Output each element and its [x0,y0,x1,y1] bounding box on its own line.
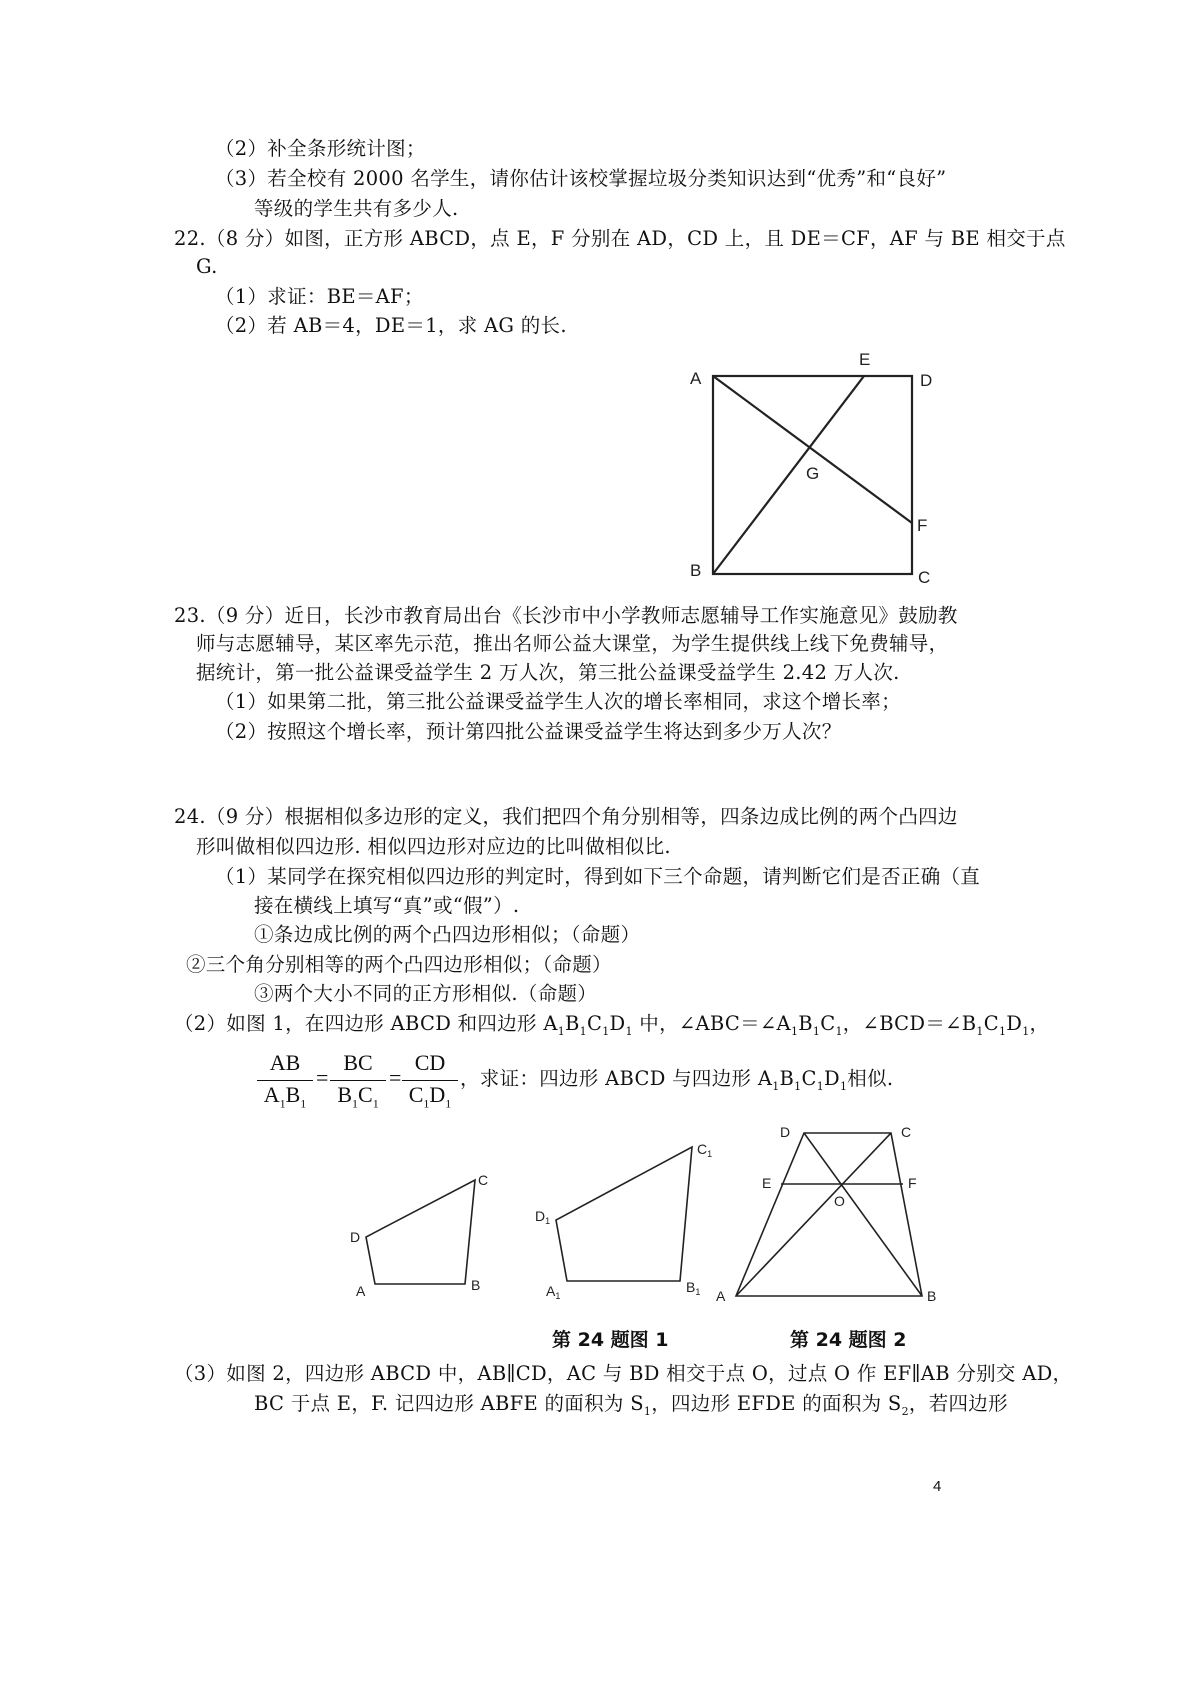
fig1-label-a: A [356,1283,366,1299]
fraction-ab: AB $A_1B_1$ [257,1050,313,1110]
fig2-label-a: A [716,1288,726,1304]
q24-prop1: ①条边成比例的两个凸四边形相似；（命题） [254,923,641,946]
label-g: G [806,464,820,483]
q22-stem-line2: G. [196,255,218,278]
q24-prop3: ③两个大小不同的正方形相似.（命题） [254,982,598,1005]
trapezoid-abcd-fig2 [736,1133,922,1296]
fig2-label-d: D [780,1124,791,1140]
q21-part3-line1: （3）若全校有 2000 名学生，请你估计该校掌握垃圾分类知识达到“优秀”和“良好” [215,167,947,190]
fig1-label-d1: $D_1$ [535,1208,551,1226]
fraction-bc: BC $B_1C_1$ [330,1050,386,1110]
q24-line1: 24.（9 分）根据相似多边形的定义，我们把四个角分别相等，四条边成比例的两个凸四边 [174,805,958,828]
q24-prop2: ②三个角分别相等的两个凸四边形相似；（命题） [186,953,612,976]
q23-part2: （2）按照这个增长率，预计第四批公益课受益学生将达到多少万人次？ [215,720,842,743]
q24-part1-line1: （1）某同学在探究相似四边形的判定时，得到如下三个命题，请判断它们是否正确（直 [215,865,981,888]
q23-line2: 师与志愿辅导，某区率先示范，推出名师公益大课堂，为学生提供线上线下免费辅导， [196,632,949,655]
fig1-label-c: C [478,1172,489,1188]
label-d: D [920,371,933,390]
q24-part1-line2: 接在横线上填写“真”或“假”）. [254,894,520,917]
label-a: A [690,369,702,388]
fig1-label-b: B [471,1277,481,1293]
equals-2: = [389,1065,402,1090]
q24-part3-line2: BC 于点 E，F. 记四边形 ABFE 的面积为 $S_1$，四边形 EFDE 的面积为 $S_2$，若四边形 [254,1392,1008,1418]
quad-abcd-fig1 [366,1180,475,1284]
fraction-cd: CD $C_1D_1$ [402,1050,458,1110]
segment-be [713,376,864,574]
q23-line1: 23.（9 分）近日，长沙市教育局出台《长沙市中小学教师志愿辅导工作实施意见》鼓励教 [174,604,958,627]
fig2-label-o: O [834,1193,845,1209]
label-b: B [690,561,702,580]
page-number: 4 [933,1478,942,1495]
q23-line3: 据统计，第一批公益课受益学生 2 万人次，第三批公益课受益学生 2.42 万人次. [196,661,900,684]
q24-part3-line1: （3）如图 2，四边形 ABCD 中，AB∥CD，AC 与 BD 相交于点 O，过点 O 作 EF∥AB 分别交 AD， [174,1362,1073,1385]
fig1-label-b1: $B_1$ [686,1279,701,1297]
fig1-caption: 第 24 题图 1 [552,1329,669,1351]
q23-part1: （1）如果第二批，第三批公益课受益学生人次的增长率相同，求这个增长率； [215,690,901,713]
diagonal-ac [736,1133,891,1296]
fig2-label-f: F [908,1175,917,1191]
fig1-label-d: D [350,1229,361,1245]
fig1-label-a1: $A_1$ [546,1283,561,1301]
segment-af [713,376,912,523]
label-c: C [918,568,931,587]
label-f: F [917,516,928,535]
equals-1: = [316,1065,329,1090]
fig1-label-c1: $C_1$ [697,1141,713,1159]
q24-line2: 形叫做相似四边形. 相似四边形对应边的比叫做相似比. [196,835,671,858]
fig2-label-b: B [927,1288,937,1304]
q24-part2-line: （2）如图 1，在四边形 ABCD 和四边形 $A_1B_1C_1D_1$ 中，$\angle ABC=\angle A_1B_1C_1$，$\angle BCD=\angle B_1C_1D_1$， [174,1012,1050,1038]
q21-part2: （2）补全条形统计图； [215,137,426,160]
q22-stem-line1: 22.（8 分）如图，正方形 ABCD，点 E，F 分别在 AD，CD 上，且 DE＝CF，AF 与 BE 相交于点 [174,227,1066,250]
q21-part3-line2: 等级的学生共有多少人. [254,197,459,220]
quad-a1b1c1d1-fig1 [556,1147,692,1281]
fig2-label-c: C [901,1124,912,1140]
fig2-label-e: E [762,1175,772,1191]
q24-prove-line: ，求证：四边形 ABCD 与四边形 $A_1B_1C_1D_1$相似. [460,1067,894,1093]
q22-part2: （2）若 AB＝4，DE＝1，求 AG 的长. [215,314,567,337]
label-e: E [859,350,871,369]
diagonal-bd [804,1133,922,1296]
fig2-caption: 第 24 题图 2 [790,1329,907,1351]
q22-part1: （1）求证：BE＝AF； [215,285,424,308]
